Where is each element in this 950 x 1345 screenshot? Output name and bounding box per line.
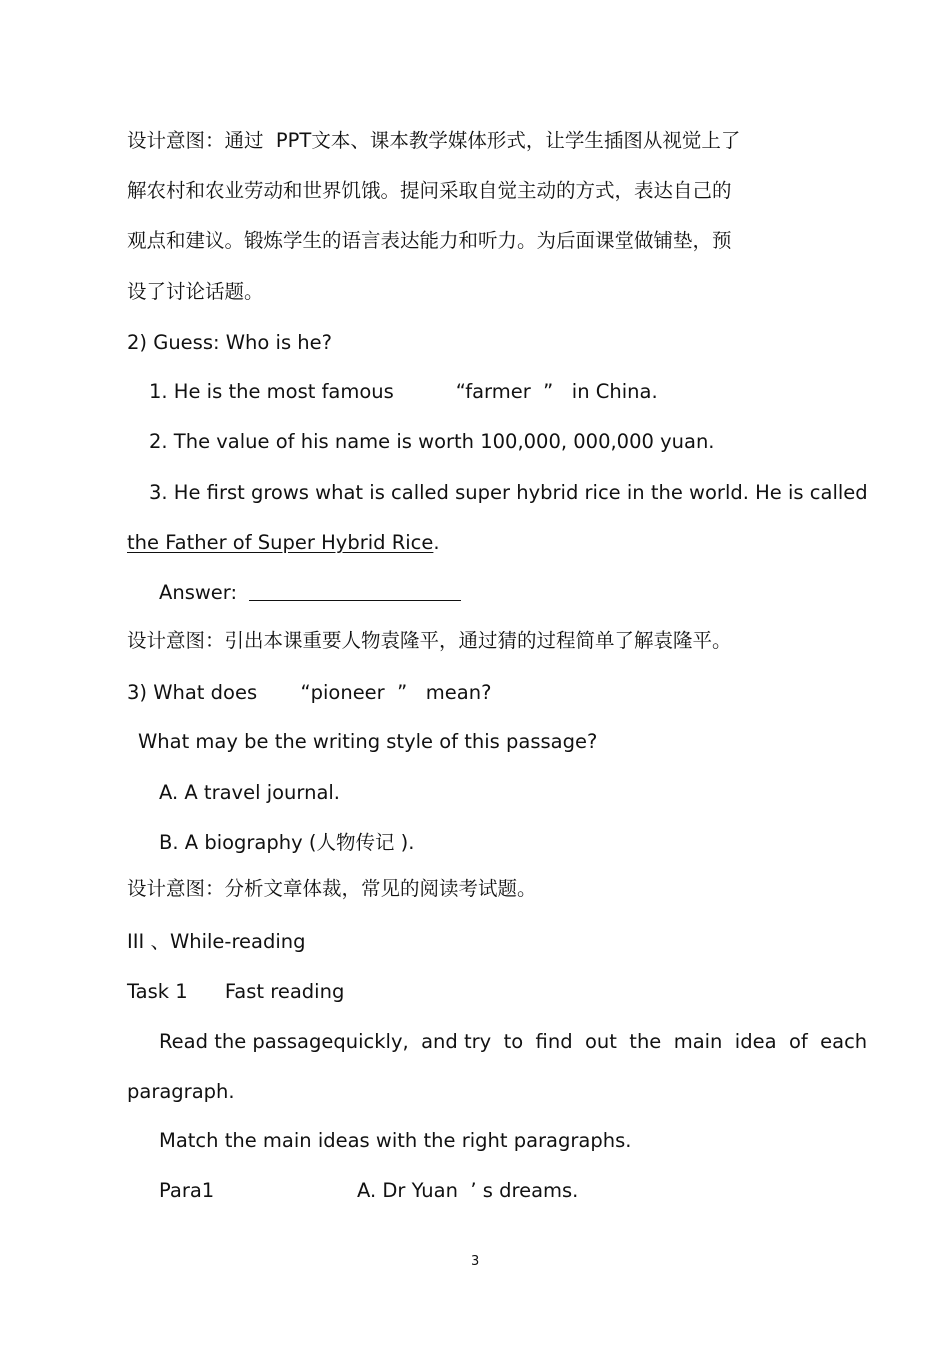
page-number: 3 [471, 1254, 480, 1269]
para1-label: Para1 [159, 1179, 215, 1202]
clue-3-period: . [433, 531, 440, 554]
design-intent-1-line-4: 设了讨论话题。 [127, 280, 264, 303]
writing-style-question: What may be the writing style of this passage? [138, 730, 598, 753]
design-intent-1-line-1: 设计意图：通过 PPT文本、课本教学媒体形式，让学生插图从视觉上了 [127, 129, 741, 152]
option-b: B. A biography (人物传记 ). [159, 831, 415, 854]
guess-clue-3: 3. He first grows what is called super hybrid rice in the world. He is called [149, 481, 868, 504]
para1-main-idea: A. Dr Yuan ’ s dreams. [357, 1179, 579, 1202]
task-1-heading: Task 1 Fast reading [127, 980, 345, 1003]
while-reading-heading: III 、While-reading [127, 930, 306, 953]
answer-line [159, 580, 461, 606]
guess-clue-1: 1. He is the most famous “farmer ” in China. [149, 380, 658, 403]
fast-reading-instruction-1: Read the passagequickly, and try to find out the main idea of each [159, 1030, 868, 1053]
design-intent-3: 设计意图：分析文章体裁，常见的阅读考试题。 [127, 877, 537, 900]
guess-clue-2: 2. The value of his name is worth 100,000, 000,000 yuan. [149, 430, 715, 453]
answer-label: Answer: [159, 581, 238, 604]
design-intent-1-line-3: 观点和建议。锻炼学生的语言表达能力和听力。为后面课堂做铺垫，预 [127, 229, 732, 252]
guess-heading: 2) Guess: Who is he? [127, 331, 333, 354]
answer-blank [249, 599, 461, 601]
underlined-title: the Father of Super Hybrid Rice [127, 531, 434, 554]
option-a: A. A travel journal. [159, 781, 341, 804]
design-intent-2: 设计意图：引出本课重要人物袁隆平，通过猜的过程简单了解袁隆平。 [127, 629, 732, 652]
design-intent-1-line-2: 解农村和农业劳动和世界饥饿。提问采取自觉主动的方式，表达自己的 [127, 179, 732, 202]
match-instruction: Match the main ideas with the right paragraphs. [159, 1129, 632, 1152]
pioneer-heading: 3) What does “pioneer ” mean? [127, 681, 492, 704]
guess-clue-3-continued [127, 530, 440, 556]
fast-reading-instruction-2: paragraph. [127, 1080, 235, 1103]
